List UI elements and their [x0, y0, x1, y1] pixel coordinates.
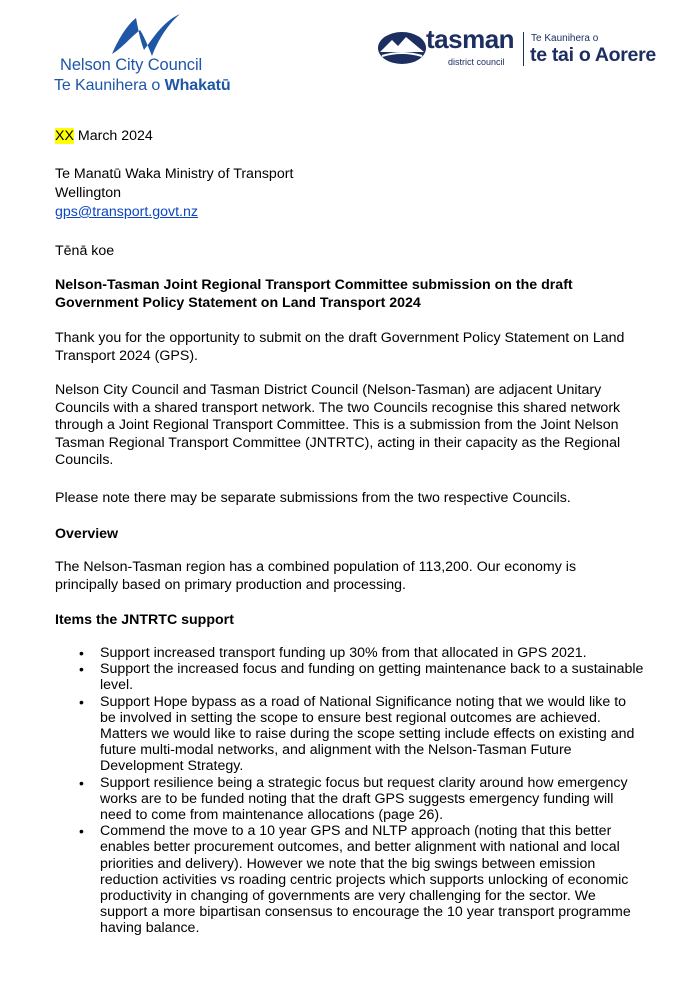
ncc-maori-name: Te Kaunihera o Whakatū [54, 77, 231, 94]
tdc-mountain-icon [376, 30, 430, 66]
paragraph-councils: Nelson City Council and Tasman District Council (Nelson-Tasman) are adjacent Unitary Councils with a shared transport network. The two Councils recognise this shared network through a Joint Regional Transport Committee. This is a submission from the Joint Nelson Tasman Regional Transport Committee (JNTRTC), acting in their capacity as the Regional Councils. [55, 382, 621, 468]
tdc-maori-big: te tai o Aorere [530, 44, 656, 66]
tdc-wordmark: tasman [426, 24, 515, 54]
overview-text: The Nelson-Tasman region has a combined population of 113,200. Our economy is principally based on primary production and processing. [55, 559, 577, 593]
support-item: • Commend the move to a 10 year GPS and NLTP approach (noting that this better enables better procurement outcomes, and better alignment with national and local priorities and delivery). However we note that the big swings between emission reduction activities vs roading centric projects which supports unlocking of economic productivity in changing of governments are very challenging for the sector. We support a more bipartisan consensus to encourage the 10 year transport programme having balance. [55, 823, 645, 936]
support-heading: Items the JNTRTC support [55, 612, 234, 628]
recipient-city: Wellington [55, 185, 121, 201]
nelson-city-council-logo [52, 10, 252, 94]
recipient-email-link[interactable]: gps@transport.govt.nz [55, 204, 198, 220]
support-item: • Support the increased focus and funding on getting maintenance back to a sustainable level. [55, 661, 645, 693]
tdc-maori-small: Te Kaunihera o [531, 33, 599, 44]
recipient-name: Te Manatū Waka Ministry of Transport [55, 166, 294, 182]
support-item: • Support Hope bypass as a road of National Significance noting that we would like to be involved in setting the scope to ensure best regional outcomes are achieved. Matters we would like to raise during the scope setting include effects on existing and future multi-modal networks, and alignment with the Nelson-Tasman Future Development Strategy. [55, 694, 645, 775]
tasman-district-council-logo [376, 26, 676, 76]
support-item: • Support resilience being a strategic focus but request clarity around how emergency works are to be funded noting that the draft GPS suggests emergency funding will need to come from maintenance allocations (page 26). [55, 775, 645, 824]
date-placeholder: XX [55, 128, 74, 144]
support-list [55, 645, 645, 937]
support-item: • Support increased transport funding up 30% from that allocated in GPS 2021. [55, 645, 645, 661]
letter-subject: Nelson-Tasman Joint Regional Transport Committee submission on the draft Government Policy Statement on Land Transport 2024 [55, 277, 573, 311]
ncc-wave-icon [108, 10, 184, 58]
paragraph-note: Please note there may be separate submissions from the two respective Councils. [55, 490, 571, 506]
ncc-name: Nelson City Council [60, 56, 203, 74]
paragraph-intro: Thank you for the opportunity to submit on the draft Government Policy Statement on Land Transport 2024 (GPS). [55, 330, 625, 364]
tdc-subtitle: district council [448, 57, 505, 67]
letter-date: XX March 2024 [55, 128, 153, 144]
tdc-divider [523, 32, 524, 66]
overview-heading: Overview [55, 526, 119, 542]
greeting: Tēnā koe [55, 243, 115, 259]
